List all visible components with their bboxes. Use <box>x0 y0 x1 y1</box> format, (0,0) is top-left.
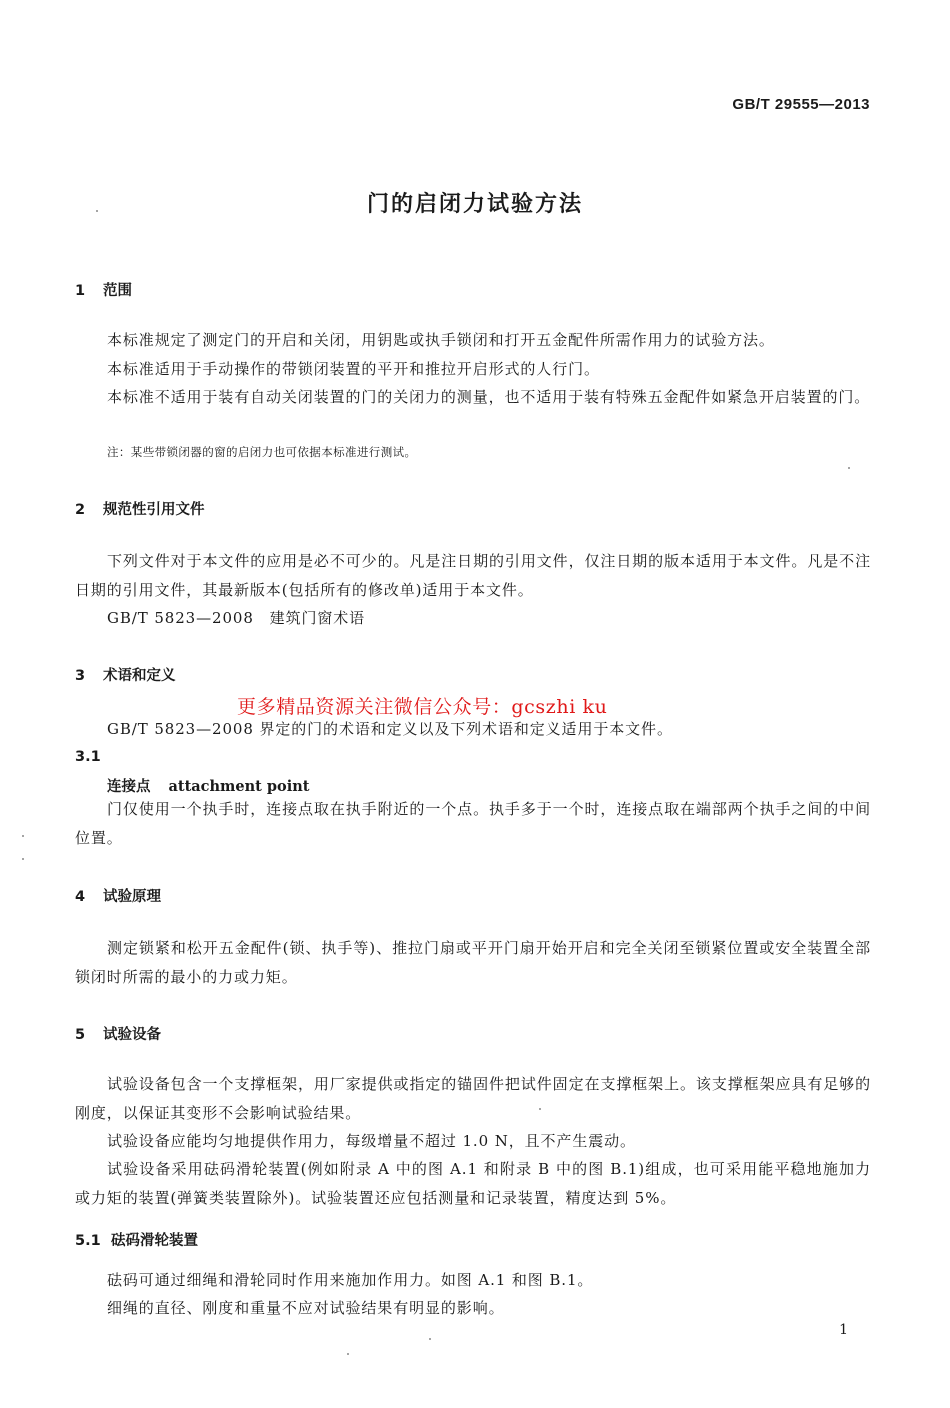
section-number: 4 <box>75 889 86 905</box>
term-chinese: 连接点 <box>107 779 151 795</box>
paragraph: 砝码可通过细绳和滑轮同时作用来施加作用力。如图 A.1 和图 B.1。 <box>107 1271 594 1289</box>
section-heading-5-1 <box>75 1229 198 1250</box>
watermark-text: 更多精品资源关注微信公众号：gcszhi ku <box>237 696 608 718</box>
section-number: 5 <box>75 1027 86 1043</box>
scan-speck <box>848 467 850 469</box>
page-number: 1 <box>839 1322 848 1338</box>
section-title: 范围 <box>103 283 132 299</box>
section-number: 2 <box>75 502 86 518</box>
term-definition: 门仅使用一个执手时，连接点取在执手附近的一个点。执手多于一个时，连接点取在端部两个执手之间的中间位置。 <box>75 800 871 847</box>
reference-item: GB/T 5823—2008 建筑门窗术语 <box>107 609 366 627</box>
section-number: 3 <box>75 668 86 684</box>
term-entry <box>107 775 309 796</box>
section-number: 5.1 <box>75 1233 101 1249</box>
term-english: attachment point <box>168 778 310 795</box>
section-heading-1 <box>75 279 132 300</box>
page-title: 门的启闭力试验方法 <box>366 192 583 217</box>
section-title: 试验设备 <box>103 1027 161 1043</box>
section-heading-2 <box>75 498 205 519</box>
scan-speck <box>539 1108 541 1110</box>
scan-speck <box>347 1353 349 1355</box>
section-number: 1 <box>75 283 86 299</box>
paragraph: GB/T 5823—2008 界定的门的术语和定义以及下列术语和定义适用于本文件。 <box>107 720 673 738</box>
section-heading-4 <box>75 885 161 906</box>
paragraph: 试验设备应能均匀地提供作用力，每级增量不超过 1.0 N，且不产生震动。 <box>107 1132 636 1150</box>
paragraph: 本标准不适用于装有自动关闭装置的门的关闭力的测量，也不适用于装有特殊五金配件如紧急开启装置的门。 <box>107 388 871 406</box>
paragraph: 本标准适用于手动操作的带锁闭装置的平开和推拉开启形式的人行门。 <box>107 360 600 378</box>
standard-code: GB/T 29555—2013 <box>732 96 870 113</box>
section-title: 规范性引用文件 <box>103 502 205 518</box>
scan-speck <box>96 210 98 212</box>
section-title: 试验原理 <box>103 889 161 905</box>
scan-speck <box>22 835 24 837</box>
paragraph: 本标准规定了测定门的开启和关闭，用钥匙或执手锁闭和打开五金配件所需作用力的试验方法。 <box>107 331 775 349</box>
scan-speck <box>22 858 24 860</box>
paragraph: 试验设备包含一个支撑框架，用厂家提供或指定的锚固件把试件固定在支撑框架上。该支撑框架应具有足够的刚度，以保证其变形不会影响试验结果。 <box>75 1075 871 1122</box>
paragraph: 试验设备采用砝码滑轮装置(例如附录 A 中的图 A.1 和附录 B 中的图 B.1)组成，也可采用能平稳地施加力或力矩的装置(弹簧类装置除外)。试验装置还应包括测量和记录装置，精度达到 5%。 <box>75 1160 871 1207</box>
section-heading-5 <box>75 1023 161 1044</box>
scan-speck <box>429 1338 431 1340</box>
note: 注：某些带锁闭器的窗的启闭力也可依据本标准进行测试。 <box>107 445 417 459</box>
section-heading-3 <box>75 664 176 685</box>
section-title: 砝码滑轮装置 <box>111 1233 198 1249</box>
section-title: 术语和定义 <box>103 668 176 684</box>
subsection-number: 3.1 <box>75 749 101 765</box>
paragraph: 下列文件对于本文件的应用是必不可少的。凡是注日期的引用文件，仅注日期的版本适用于本文件。凡是不注日期的引用文件，其最新版本(包括所有的修改单)适用于本文件。 <box>75 552 871 599</box>
paragraph: 测定锁紧和松开五金配件(锁、执手等)、推拉门扇或平开门扇开始开启和完全关闭至锁紧位置或安全装置全部锁闭时所需的最小的力或力矩。 <box>75 939 871 986</box>
paragraph: 细绳的直径、刚度和重量不应对试验结果有明显的影响。 <box>107 1299 505 1317</box>
